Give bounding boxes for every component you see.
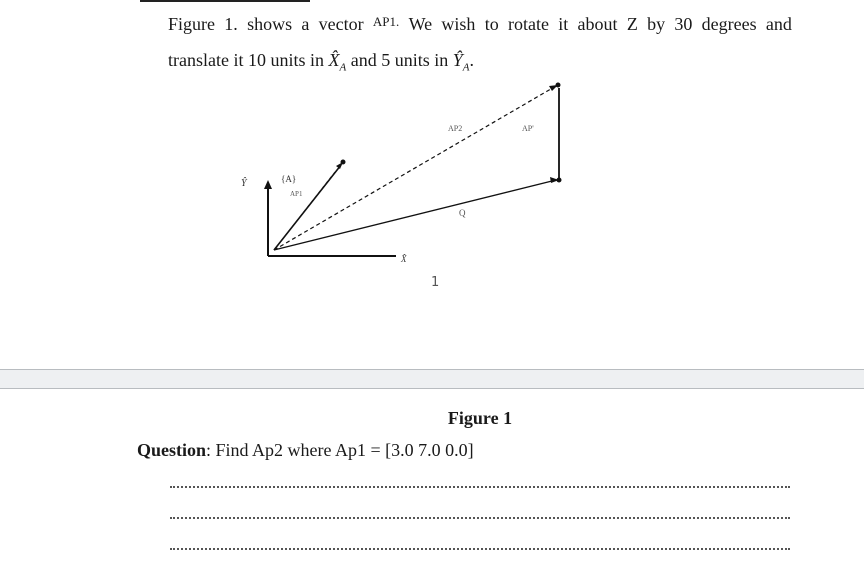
answer-line[interactable] [170,486,790,488]
question-body: : Find Ap2 where Ap1 = [3.0 7.0 0.0] [206,440,474,460]
question-text [137,440,474,461]
intro-word: vector [318,14,364,34]
label-x-axis: X̂ [401,254,407,264]
intro-word: a [301,14,310,34]
label-frame-a: {A} [281,174,297,184]
y-axis-hat-symbol: $Ŷ_A$ [452,50,470,74]
intro-word: about [577,14,618,34]
intro-word: wish [441,14,476,34]
label-y-axis: Ŷ [241,178,247,189]
intro-word: Figure [168,14,215,34]
vector-q [274,180,556,250]
page-break [0,369,864,389]
question-label: Question [137,440,207,460]
x-axis-hat-symbol: $X̂_A$ [328,50,347,74]
intro-word: to [484,14,499,34]
intro-word: by [647,14,666,34]
page-number: 1 [431,275,440,290]
intro-word: AP1. [372,14,400,29]
label-q: Q [459,208,466,218]
intro-word: shows [247,14,293,34]
intro-word: Z [626,14,638,34]
vector-ap2-dashed [274,86,556,250]
intro-word: 1. [224,14,238,34]
label-ap2: AP2 [448,124,463,133]
intro-word: We [408,14,433,34]
ap1-tip-dot [341,160,346,165]
intro-line2-end: . [469,50,474,70]
intro-word: and [765,14,792,34]
ap2-tip-dot [556,83,561,88]
label-ap-prime: AP' [522,124,534,133]
intro-word: it [558,14,569,34]
figure-caption: Figure 1 [447,408,513,428]
intro-line2-pre: translate it 10 units in [168,50,329,70]
intro-line2-mid: and 5 units in [346,50,453,70]
intro-word: 30 [674,14,693,34]
answer-line[interactable] [170,548,790,550]
answer-line[interactable] [170,517,790,519]
intro-word: rotate [507,14,549,34]
label-ap1: AP1 [290,190,303,198]
intro-word: degrees [701,14,757,34]
y-axis-arrowhead [264,180,272,189]
